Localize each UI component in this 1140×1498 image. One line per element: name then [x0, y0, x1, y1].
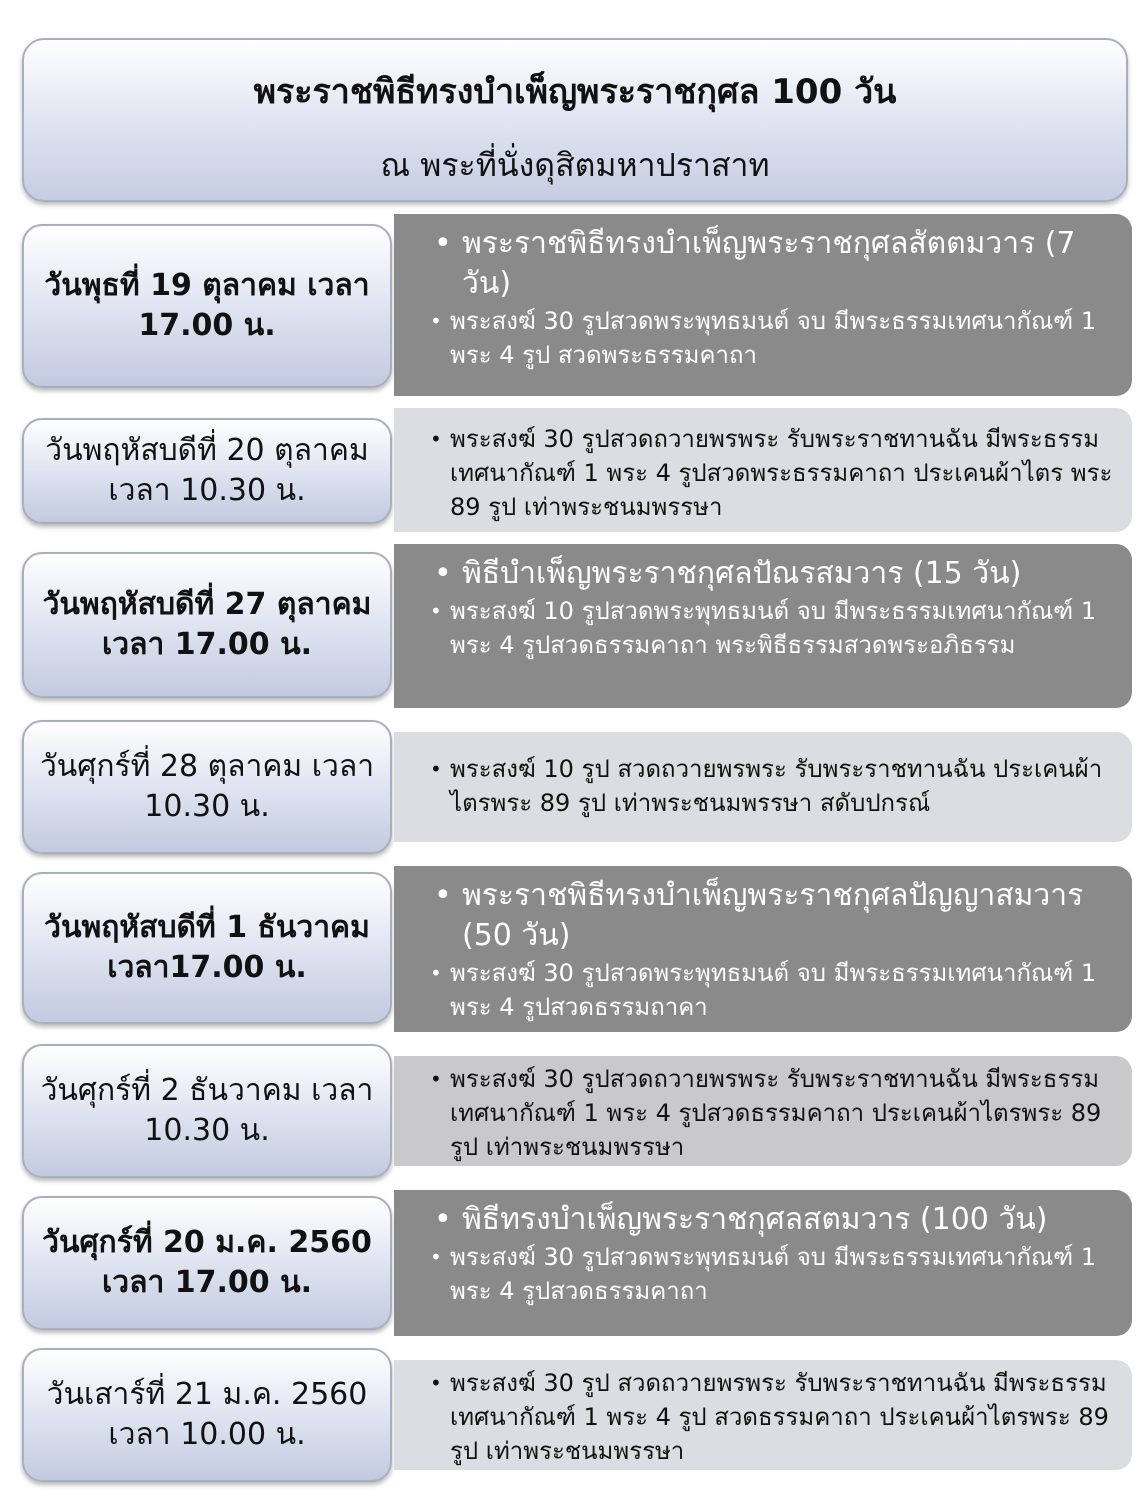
date-label: วันพุธที่ 19 ตุลาคม เวลา 17.00 น. [44, 268, 370, 343]
ceremony-title: • พิธีทรงบำเพ็ญพระราชกุศลสตมวาร (100 วัน) [428, 1200, 1118, 1240]
ceremony-description: • พระสงฆ์ 30 รูปสวดพระพุทธมนต์ จบ มีพระธรรมเทศนากัณฑ์ 1 พระ 4 รูปสวดธรรมคาถา [428, 1240, 1118, 1308]
ceremony-title: • พิธีบำเพ็ญพระราชกุศลปัณรสมวาร (15 วัน) [428, 554, 1118, 594]
date-label: วันพฤหัสบดีที่ 27 ตุลาคม เวลา 17.00 น. [42, 587, 372, 662]
ceremony-detail [394, 544, 1132, 708]
date-label: วันพฤหัสบดีที่ 20 ตุลาคม เวลา 10.30 น. [45, 433, 369, 508]
date-label: วันศุกร์ที่ 20 ม.ค. 2560 เวลา 17.00 น. [42, 1225, 372, 1300]
date-label: วันศุกร์ที่ 2 ธันวาคม เวลา 10.30 น. [40, 1073, 374, 1148]
ceremony-description: • พระสงฆ์ 30 รูปสวดพระพุทธมนต์ จบ มีพระธรรมเทศนากัณฑ์ 1 พระ 4 รูปสวดธรรมถาคา [428, 956, 1118, 1024]
ceremony-description: • พระสงฆ์ 10 รูปสวดพระพุทธมนต์ จบ มีพระธรรมเทศนากัณฑ์ 1 พระ 4 รูปสวดธรรมคาถา พระพิธีธรรมสวดพระอภิธรรม [428, 594, 1118, 662]
ceremony-detail [394, 408, 1132, 532]
date-box [22, 552, 392, 698]
date-box [22, 872, 392, 1024]
date-box [22, 224, 392, 388]
ceremony-description: • พระสงฆ์ 30 รูปสวดถวายพรพระ รับพระราชทานฉัน มีพระธรรมเทศนากัณฑ์ 1 พระ 4 รูปสวดธรรมคาถา ประเคนผ้าไตรพระ 89 รูป เท่าพระชนมพรรษา [428, 1062, 1118, 1164]
ceremony-description: • พระสงฆ์ 30 รูปสวดถวายพรพระ รับพระราชทานฉัน มีพระธรรมเทศนากัณฑ์ 1 พระ 4 รูปสวดพระธรรมคาถา ประเคนผ้าไตร พระ 89 รูป เท่าพระชนมพรรษา [428, 422, 1118, 524]
page-subtitle: ณ พระที่นั่งดุสิตมหาปราสาท [380, 146, 770, 184]
date-box [22, 1196, 392, 1330]
ceremony-detail [394, 732, 1132, 842]
title-banner [22, 38, 1128, 202]
page-title: พระราชพิธีทรงบำเพ็ญพระราชกุศล 100 วัน [253, 72, 897, 112]
date-box [22, 1044, 392, 1178]
date-label: วันเสาร์ที่ 21 ม.ค. 2560 เวลา 10.00 น. [46, 1377, 368, 1452]
ceremony-description: • พระสงฆ์ 30 รูปสวดพระพุทธมนต์ จบ มีพระธรรมเทศนากัณฑ์ 1 พระ 4 รูป สวดพระธรรมคาถา [428, 304, 1118, 372]
ceremony-detail [394, 866, 1132, 1032]
date-label: วันศุกร์ที่ 28 ตุลาคม เวลา 10.30 น. [39, 749, 375, 824]
ceremony-detail [394, 1190, 1132, 1336]
date-box [22, 1348, 392, 1482]
ceremony-detail [394, 214, 1132, 396]
date-box [22, 720, 392, 854]
ceremony-detail [394, 1360, 1132, 1470]
ceremony-detail [394, 1056, 1132, 1166]
ceremony-title: • พระราชพิธีทรงบำเพ็ญพระราชกุศลปัญญาสมวาร (50 วัน) [428, 876, 1118, 956]
date-label: วันพฤหัสบดีที่ 1 ธันวาคม เวลา17.00 น. [44, 910, 370, 985]
ceremony-title: • พระราชพิธีทรงบำเพ็ญพระราชกุศลสัตตมวาร (7 วัน) [428, 224, 1118, 304]
ceremony-description: • พระสงฆ์ 30 รูป สวดถวายพรพระ รับพระราชทานฉัน มีพระธรรมเทศนากัณฑ์ 1 พระ 4 รูป สวดธรรมคาถา ประเคนผ้าไตรพระ 89 รูป เท่าพระชนมพรรษา [428, 1366, 1118, 1468]
ceremony-description: • พระสงฆ์ 10 รูป สวดถวายพรพระ รับพระราชทานฉัน ประเคนผ้าไตรพระ 89 รูป เท่าพระชนมพรรษา สดับปกรณ์ [428, 752, 1118, 820]
date-box [22, 418, 392, 524]
